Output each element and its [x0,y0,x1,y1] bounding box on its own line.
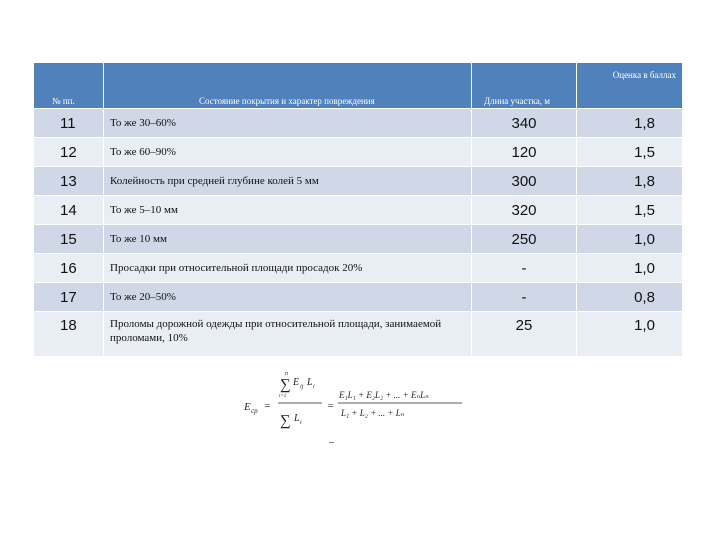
formula-num-term2: L [307,377,313,388]
row-length: - [472,283,577,312]
pavement-condition-table [33,62,683,357]
formula-lhs-sub: ср [251,407,258,415]
row-num: 15 [34,225,104,254]
table-row [34,196,683,225]
row-score: 1,0 [577,225,683,254]
row-length: 320 [472,196,577,225]
header-score: Оценка в баллах [577,63,683,109]
row-num: 12 [34,138,104,167]
table-row [34,167,683,196]
row-num: 14 [34,196,104,225]
header-num: № пп. [34,63,104,109]
table-header-row [34,63,683,109]
formula-eq-2: = [327,401,334,412]
row-desc: То же 20–50% [104,283,472,312]
row-length: 300 [472,167,577,196]
formula-sum-bottom: i=1 [279,394,287,399]
header-condition: Состояние покрытия и характер повреждения [104,63,472,109]
table-row [34,225,683,254]
row-num: 16 [34,254,104,283]
row-score: 1,8 [577,109,683,138]
row-num: 18 [34,312,104,357]
row-desc: Проломы дорожной одежды при относительной площади, занимаемой проломами, 10% [104,312,472,357]
row-score: 1,0 [577,254,683,283]
formula-num-term2-sub: i [313,384,315,390]
average-score-formula [240,368,470,448]
row-length: - [472,254,577,283]
formula-trailing-mark: – [329,437,334,448]
row-score: 1,8 [577,167,683,196]
table-row [34,254,683,283]
table-row [34,109,683,138]
table-row [34,312,683,357]
row-desc: Колейность при средней глубине колей 5 мм [104,167,472,196]
row-score: 0,8 [577,283,683,312]
row-score: 1,5 [577,138,683,167]
row-desc: То же 5–10 мм [104,196,472,225]
row-desc: То же 30–60% [104,109,472,138]
row-length: 250 [472,225,577,254]
row-length: 340 [472,109,577,138]
row-num: 11 [34,109,104,138]
row-length: 120 [472,138,577,167]
table-row [34,138,683,167]
formula-num-term: E [293,377,300,388]
formula-sum-num: ∑ [280,377,291,393]
row-desc: То же 10 мм [104,225,472,254]
row-num: 17 [34,283,104,312]
row-desc: То же 60–90% [104,138,472,167]
row-length: 25 [472,312,577,357]
header-length: Длина участка, м [472,63,577,109]
formula-eq: = [264,401,271,412]
formula-num-term-sub: ij [300,384,304,390]
formula-expanded-num: E₁L₁ + E₂L₂ + ... + EₙLₙ [339,390,429,400]
formula-expanded-den: L₁ + L₂ + ... + Lₙ [341,408,405,418]
row-num: 13 [34,167,104,196]
formula-sum-top: n [285,371,288,377]
row-score: 1,0 [577,312,683,357]
table-row [34,283,683,312]
formula-den-term-sub: i [300,420,302,426]
formula-sum-den: ∑ [280,413,291,429]
row-score: 1,5 [577,196,683,225]
formula-den-term: L [294,413,300,424]
row-desc: Просадки при относительной площади просадок 20% [104,254,472,283]
formula-lhs: E [244,401,251,413]
